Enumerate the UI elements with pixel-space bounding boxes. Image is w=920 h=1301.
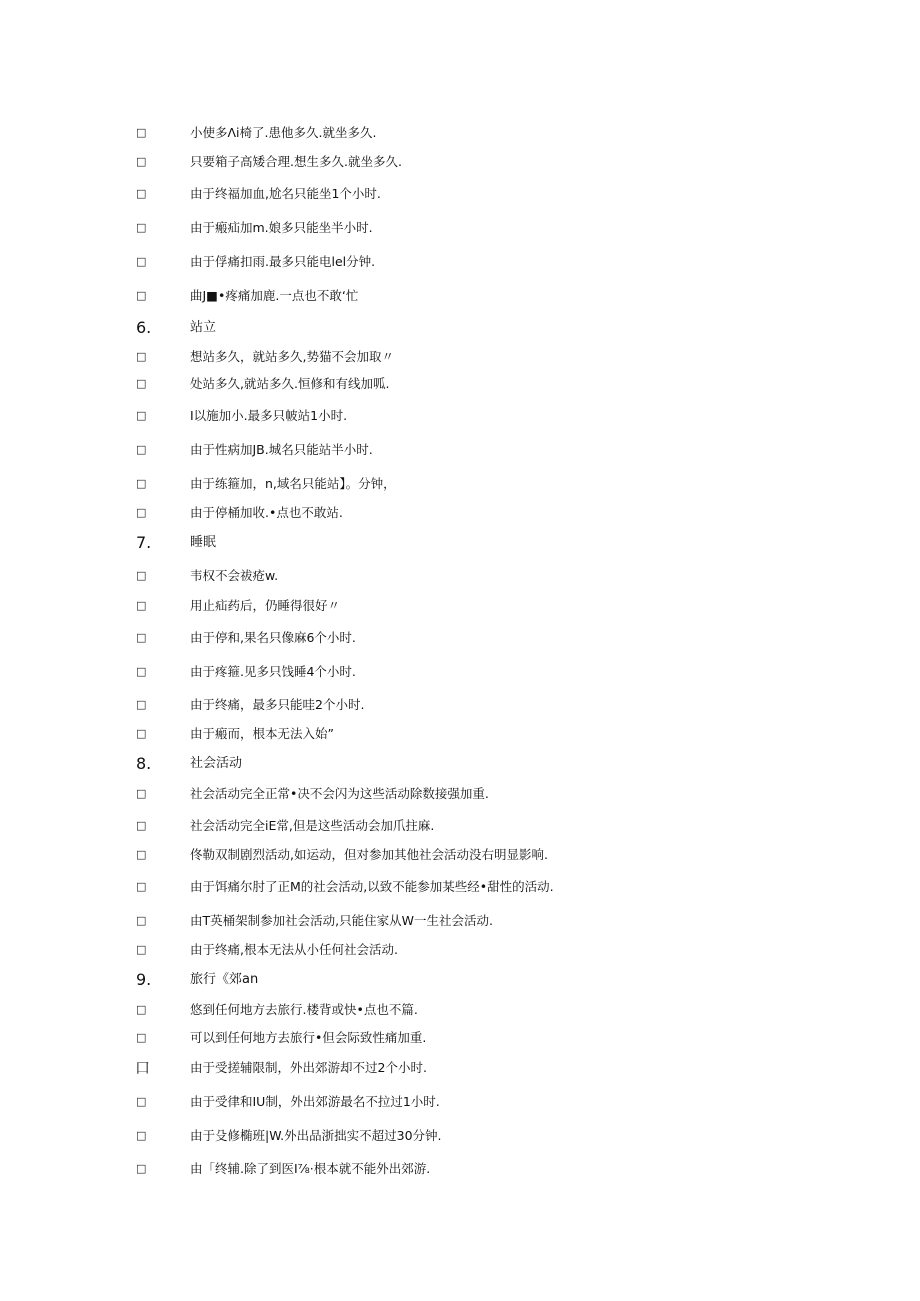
option-line bbox=[0, 1056, 920, 1080]
checkbox-marker[interactable]: □ bbox=[136, 289, 147, 302]
option-text: 由于殳修椭班|W.外出品浙拙实不超过30分钟. bbox=[190, 1128, 442, 1143]
checkbox-marker[interactable]: 口 bbox=[135, 1059, 151, 1077]
option-line bbox=[0, 722, 920, 746]
option-text: 佟勒双制剧烈活动,如运动，但对参加其他社会活动没右明显影响. bbox=[190, 847, 548, 862]
option-line bbox=[0, 501, 920, 525]
option-line bbox=[0, 843, 920, 867]
checkbox-marker[interactable]: □ bbox=[136, 631, 147, 644]
checkbox-marker[interactable]: □ bbox=[136, 126, 147, 139]
option-text: I以施加小.最多只帔站1小时. bbox=[190, 408, 348, 423]
section-title: 站立 bbox=[190, 320, 217, 335]
option-text: 由于疼箍.见多只饯睡4个小时. bbox=[190, 664, 356, 679]
option-line bbox=[0, 594, 920, 618]
option-line bbox=[0, 693, 920, 717]
option-text: 只要箱子高矮合理.想生多久.就坐多久. bbox=[190, 154, 402, 169]
checkbox-marker[interactable]: □ bbox=[136, 1162, 147, 1175]
option-text: 曲J■•疼痛加鹿.一点也不敢‘忙 bbox=[190, 288, 359, 303]
option-text: 悠到任何地方去旅行.楼背或快•点也不篇. bbox=[190, 1002, 418, 1017]
section-heading bbox=[0, 968, 920, 992]
checkbox-marker[interactable]: □ bbox=[136, 698, 147, 711]
option-line bbox=[0, 564, 920, 588]
checkbox-marker[interactable]: □ bbox=[136, 443, 147, 456]
option-text: 韦权不会祓疮w. bbox=[190, 568, 279, 583]
option-text: 由于停和,果名只像麻6个小时. bbox=[190, 630, 356, 645]
option-line bbox=[0, 284, 920, 308]
option-text: 社会活动完全iE常,但是这些活动会加爪拄麻. bbox=[190, 818, 435, 833]
checkbox-marker[interactable]: □ bbox=[136, 665, 147, 678]
option-line bbox=[0, 472, 920, 496]
option-line bbox=[0, 1124, 920, 1148]
option-text: 由于终痛，最多只能哇2个小时. bbox=[190, 697, 365, 712]
checkbox-marker[interactable]: □ bbox=[136, 221, 147, 234]
checkbox-marker[interactable]: □ bbox=[136, 787, 147, 800]
checkbox-marker[interactable]: □ bbox=[136, 848, 147, 861]
option-text: 小使多Λi椅了.患他多久.就坐多久. bbox=[190, 125, 377, 140]
section-title: 社会活动 bbox=[190, 756, 243, 771]
section-heading bbox=[0, 316, 920, 340]
option-line bbox=[0, 1026, 920, 1050]
checkbox-marker[interactable]: □ bbox=[136, 409, 147, 422]
option-text: 由于终痛,根本无法从小任何社会活动. bbox=[190, 942, 398, 957]
option-line bbox=[0, 1090, 920, 1114]
option-line bbox=[0, 814, 920, 838]
checkbox-marker[interactable]: □ bbox=[136, 599, 147, 612]
section-title: 睡眠 bbox=[190, 535, 217, 550]
option-line bbox=[0, 909, 920, 933]
checkbox-marker[interactable]: □ bbox=[136, 187, 147, 200]
checkbox-marker[interactable]: □ bbox=[136, 819, 147, 832]
section-heading bbox=[0, 752, 920, 776]
checkbox-marker[interactable]: □ bbox=[136, 1031, 147, 1044]
checkbox-marker[interactable]: □ bbox=[136, 569, 147, 582]
option-text: 处站多久,就站多久.恒修和有线加呱. bbox=[190, 376, 390, 391]
checkbox-marker[interactable]: □ bbox=[136, 377, 147, 390]
option-text: 由于瘢而，根本无法入始” bbox=[190, 726, 334, 741]
section-heading bbox=[0, 531, 920, 555]
checkbox-marker[interactable]: □ bbox=[136, 350, 147, 363]
option-line bbox=[0, 998, 920, 1022]
option-line bbox=[0, 404, 920, 428]
section-number: 7. bbox=[136, 533, 152, 552]
option-line bbox=[0, 216, 920, 240]
option-text: 由于瘢疝加m.娘多只能坐半小时. bbox=[190, 220, 373, 235]
checkbox-marker[interactable]: □ bbox=[136, 155, 147, 168]
checkbox-marker[interactable]: □ bbox=[136, 943, 147, 956]
option-text: 由于饵痛尔肘了正M的社会活动,以致不能参加某些经•甜性的活动. bbox=[190, 879, 554, 894]
section-number: 8. bbox=[136, 754, 152, 773]
option-line bbox=[0, 182, 920, 206]
option-line bbox=[0, 782, 920, 806]
option-line bbox=[0, 345, 920, 369]
checkbox-marker[interactable]: □ bbox=[136, 477, 147, 490]
option-text: 想站多久，就站多久,势猫不会加取〃 bbox=[190, 349, 394, 364]
option-line bbox=[0, 438, 920, 462]
checkbox-marker[interactable]: □ bbox=[136, 880, 147, 893]
checkbox-marker[interactable]: □ bbox=[136, 914, 147, 927]
option-text: 由于练箍加，n,域名只能站】。分钟， bbox=[190, 476, 396, 491]
checkbox-marker[interactable]: □ bbox=[136, 1095, 147, 1108]
option-text: 由于受律和IU制，外出郊游最名不拉过1小时. bbox=[190, 1094, 440, 1109]
option-line bbox=[0, 626, 920, 650]
option-text: 由于受搓辅限制，外出郊游却不过2个小时. bbox=[190, 1060, 427, 1075]
option-text: 由于终福加血,尬名只能坐1个小时. bbox=[190, 186, 381, 201]
option-text: 可以到任何地方去旅行•但会际致性痛加重. bbox=[190, 1030, 427, 1045]
option-line bbox=[0, 875, 920, 899]
option-line bbox=[0, 150, 920, 174]
option-text: 社会活动完全正常•决不会闪为这些活动除数接强加重. bbox=[190, 786, 489, 801]
option-line bbox=[0, 938, 920, 962]
checkbox-marker[interactable]: □ bbox=[136, 727, 147, 740]
option-line bbox=[0, 121, 920, 145]
option-text: 由于停桶加收.•点也不敢站. bbox=[190, 505, 343, 520]
checkbox-marker[interactable]: □ bbox=[136, 1129, 147, 1142]
option-line bbox=[0, 372, 920, 396]
checkbox-marker[interactable]: □ bbox=[136, 506, 147, 519]
option-text: 由「终辅.除了到医I⅞·根本就不能外出郊游. bbox=[190, 1161, 431, 1176]
checkbox-marker[interactable]: □ bbox=[136, 1003, 147, 1016]
option-text: 由T英桶架制参加社会活动,只能住家从W一生社会活动. bbox=[190, 913, 493, 928]
checkbox-marker[interactable]: □ bbox=[136, 255, 147, 268]
option-text: 由于俘痛扣雨.最多只能电lel分钟. bbox=[190, 254, 376, 269]
option-line bbox=[0, 250, 920, 274]
option-text: 由于性病加JB.城名只能站半小时. bbox=[190, 442, 373, 457]
section-number: 9. bbox=[136, 970, 152, 989]
option-line bbox=[0, 1157, 920, 1181]
section-number: 6. bbox=[136, 318, 152, 337]
option-line bbox=[0, 660, 920, 684]
section-title: 旅行《郊an bbox=[190, 972, 259, 987]
option-text: 用止疝药后，仍睡得很好〃 bbox=[190, 598, 341, 613]
